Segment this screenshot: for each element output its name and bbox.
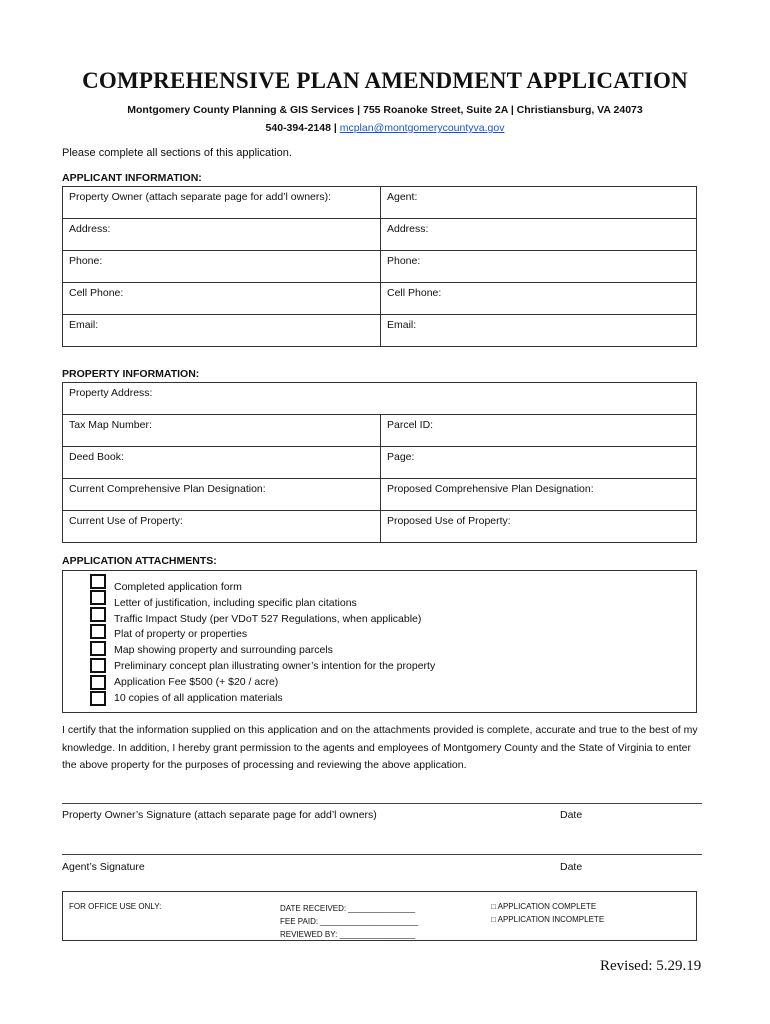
- attachments-section-label: APPLICATION ATTACHMENTS:: [62, 555, 217, 567]
- agent-cell-phone-field[interactable]: Cell Phone:: [381, 283, 697, 315]
- tax-map-field[interactable]: Tax Map Number:: [63, 415, 381, 447]
- owner-phone-field[interactable]: Phone:: [63, 251, 381, 283]
- property-address-field[interactable]: Property Address:: [63, 383, 697, 415]
- page-title: COMPREHENSIVE PLAN AMENDMENT APPLICATION: [82, 68, 688, 93]
- table-row: [63, 511, 697, 543]
- attachment-checkbox[interactable]: [90, 641, 106, 656]
- intro-text: Please complete all sections of this application.: [62, 147, 292, 159]
- parcel-id-field[interactable]: Parcel ID:: [381, 415, 697, 447]
- revision-date: Revised: 5.29.19: [600, 958, 702, 974]
- agent-field[interactable]: Agent:: [381, 187, 697, 219]
- agent-email-field[interactable]: Email:: [381, 315, 697, 347]
- attachment-list: [114, 580, 435, 706]
- office-status: [491, 900, 604, 926]
- attachment-checkboxes: [90, 574, 110, 706]
- email-link[interactable]: mcplan@montgomerycountyva.gov: [339, 122, 505, 134]
- reviewed-by-field[interactable]: REVIEWED BY: _________________: [280, 930, 416, 939]
- table-row: [63, 479, 697, 511]
- current-plan-field[interactable]: Current Comprehensive Plan Designation:: [63, 479, 381, 511]
- office-use-label: FOR OFFICE USE ONLY:: [69, 902, 162, 911]
- owner-email-field[interactable]: Email:: [63, 315, 381, 347]
- office-use-box: [62, 891, 697, 941]
- page-field[interactable]: Page:: [381, 447, 697, 479]
- owner-address-field[interactable]: Address:: [63, 219, 381, 251]
- list-item: Traffic Impact Study (per VDoT 527 Regulations, when applicable): [114, 612, 422, 625]
- applicant-table: [62, 186, 697, 347]
- list-item: Plat of property or properties: [114, 628, 248, 641]
- attachment-checkbox[interactable]: [90, 691, 106, 706]
- owner-date-label: Date: [560, 809, 583, 821]
- attachment-checkbox[interactable]: [90, 658, 106, 673]
- attachment-checkbox[interactable]: [90, 574, 106, 589]
- list-item: Preliminary concept plan illustrating owner’s intention for the property: [114, 659, 436, 672]
- agent-address-field[interactable]: Address:: [381, 219, 697, 251]
- attachment-checkbox[interactable]: [90, 675, 106, 690]
- owner-field[interactable]: Property Owner (attach separate page for add’l owners):: [63, 187, 381, 219]
- list-item: Map showing property and surrounding parcels: [114, 644, 333, 657]
- attachment-checkbox[interactable]: [90, 607, 106, 622]
- office-fields: [280, 902, 418, 941]
- agent-phone-field[interactable]: Phone:: [381, 251, 697, 283]
- attachment-checkbox[interactable]: [90, 590, 106, 605]
- list-item: Application Fee $500 (+ $20 / acre): [114, 675, 279, 688]
- certification-text: I certify that the information supplied on this application and on the attachments provided is complete, accurate and true to the best of my knowledge. In addition, I hereby grant permission to the agents and employees of Montgomery County and the State of Virginia to enter the above property for the purposes of processing and reviewing the above application.: [62, 724, 698, 771]
- deed-book-field[interactable]: Deed Book:: [63, 447, 381, 479]
- owner-cell-phone-field[interactable]: Cell Phone:: [63, 283, 381, 315]
- property-table: [62, 382, 697, 543]
- table-row: [63, 219, 697, 251]
- owner-signature-label: Property Owner’s Signature (attach separate page for add’l owners): [62, 809, 377, 821]
- application-incomplete-option[interactable]: □ APPLICATION INCOMPLETE: [491, 915, 605, 924]
- table-row: [63, 383, 697, 415]
- application-complete-option[interactable]: □ APPLICATION COMPLETE: [491, 902, 597, 911]
- attachment-checkbox[interactable]: [90, 624, 106, 639]
- table-row: [63, 251, 697, 283]
- agent-signature-label: Agent’s Signature: [62, 861, 145, 873]
- fee-paid-field[interactable]: FEE PAID: ______________________: [280, 917, 419, 926]
- owner-signature-line[interactable]: [62, 803, 702, 804]
- date-received-field[interactable]: DATE RECEIVED: _______________: [280, 904, 416, 913]
- table-row: [63, 447, 697, 479]
- proposed-plan-field[interactable]: Proposed Comprehensive Plan Designation:: [381, 479, 697, 511]
- list-item: Letter of justification, including specific plan citations: [114, 596, 357, 609]
- contact-line: [0, 122, 770, 134]
- phone-number: 540-394-2148 |: [265, 122, 337, 134]
- proposed-use-field[interactable]: Proposed Use of Property:: [381, 511, 697, 543]
- address-line: Montgomery County Planning & GIS Services | 755 Roanoke Street, Suite 2A | Christiansburg, VA 24073: [127, 104, 643, 116]
- applicant-section-label: APPLICANT INFORMATION:: [62, 172, 202, 184]
- list-item: Completed application form: [114, 581, 242, 593]
- table-row: [63, 315, 697, 347]
- agent-signature-line[interactable]: [62, 854, 702, 855]
- table-row: [63, 415, 697, 447]
- list-item: 10 copies of all application materials: [114, 691, 283, 704]
- table-row: [63, 283, 697, 315]
- agent-date-label: Date: [560, 861, 583, 873]
- table-row: [63, 187, 697, 219]
- property-section-label: PROPERTY INFORMATION:: [62, 368, 200, 380]
- current-use-field[interactable]: Current Use of Property:: [63, 511, 381, 543]
